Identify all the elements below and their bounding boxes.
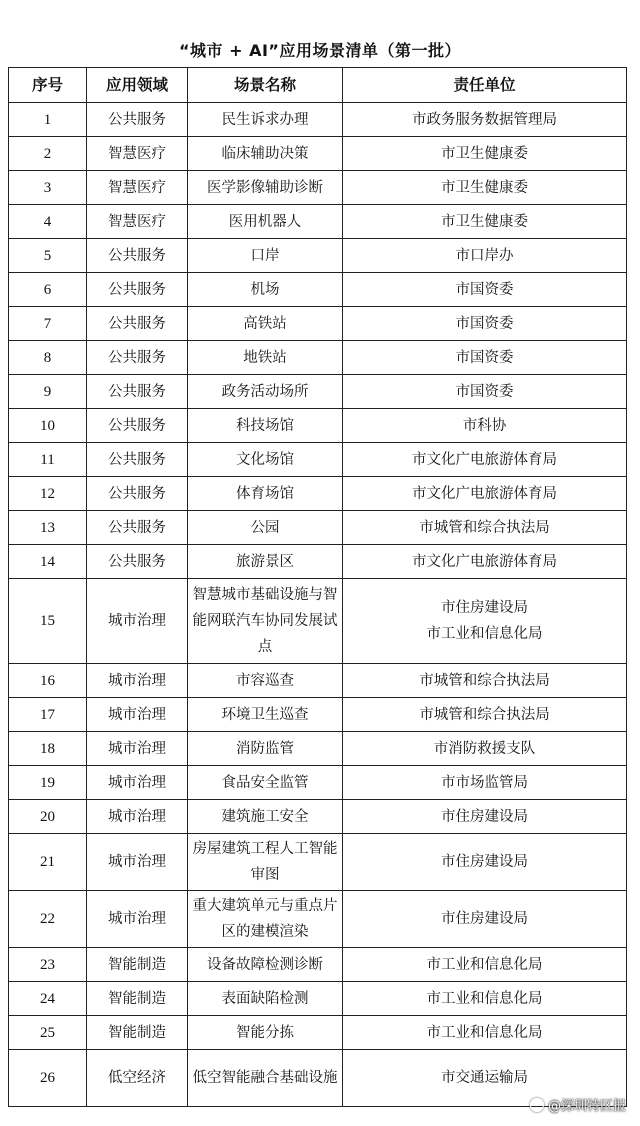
cell-domain: 智能制造 — [87, 1016, 188, 1050]
responsible-unit: 市文化广电旅游体育局 — [412, 553, 557, 570]
cell-scene: 医学影像辅助诊断 — [188, 171, 343, 205]
cell-scene: 政务活动场所 — [188, 375, 343, 409]
cell-responsible — [343, 834, 627, 891]
cell-index: 21 — [9, 834, 87, 891]
table-row — [9, 545, 627, 579]
cell-scene: 低空智能融合基础设施 — [188, 1050, 343, 1107]
responsible-unit: 市政务服务数据管理局 — [412, 111, 557, 128]
cell-scene: 环境卫生巡查 — [188, 698, 343, 732]
table-row — [9, 239, 627, 273]
table-row — [9, 409, 627, 443]
cell-scene: 民生诉求办理 — [188, 103, 343, 137]
cell-index: 11 — [9, 443, 87, 477]
responsible-unit: 市文化广电旅游体育局 — [412, 485, 557, 502]
cell-domain: 公共服务 — [87, 307, 188, 341]
cell-responsible — [343, 239, 627, 273]
cell-index: 6 — [9, 273, 87, 307]
responsible-unit: 市国资委 — [455, 383, 514, 400]
cell-index: 22 — [9, 891, 87, 948]
responsible-unit: 市住房建设局 — [441, 600, 528, 616]
responsible-unit: 市国资委 — [455, 281, 514, 298]
responsible-unit: 市住房建设局 — [441, 911, 528, 927]
responsible-unit: 市卫生健康委 — [441, 213, 528, 230]
cell-domain: 公共服务 — [87, 341, 188, 375]
cell-index: 2 — [9, 137, 87, 171]
cell-domain: 智慧医疗 — [87, 205, 188, 239]
cell-responsible — [343, 137, 627, 171]
cell-domain: 城市治理 — [87, 698, 188, 732]
responsible-unit: 市卫生健康委 — [441, 179, 528, 196]
cell-domain: 城市治理 — [87, 891, 188, 948]
table-row — [9, 205, 627, 239]
cell-responsible — [343, 948, 627, 982]
cell-responsible — [343, 698, 627, 732]
cell-domain: 公共服务 — [87, 511, 188, 545]
cell-scene: 旅游景区 — [188, 545, 343, 579]
responsible-unit: 市住房建设局 — [441, 854, 528, 870]
cell-domain: 公共服务 — [87, 409, 188, 443]
table-row — [9, 698, 627, 732]
cell-scene: 重大建筑单元与重点片区的建模渲染 — [188, 891, 343, 948]
cell-domain: 公共服务 — [87, 103, 188, 137]
cell-index: 12 — [9, 477, 87, 511]
cell-domain: 智慧医疗 — [87, 137, 188, 171]
cell-index: 8 — [9, 341, 87, 375]
table-row — [9, 891, 627, 948]
responsible-unit: 市工业和信息化局 — [426, 990, 543, 1007]
cell-responsible — [343, 103, 627, 137]
cell-domain: 城市治理 — [87, 766, 188, 800]
page-title: “城市 + AI”应用场景清单（第一批） — [179, 41, 461, 60]
cell-index: 1 — [9, 103, 87, 137]
cell-responsible — [343, 664, 627, 698]
cell-domain: 城市治理 — [87, 800, 188, 834]
cell-responsible — [343, 205, 627, 239]
cell-responsible — [343, 545, 627, 579]
table-row — [9, 1016, 627, 1050]
header-index: 序号 — [9, 68, 87, 103]
cell-responsible — [343, 443, 627, 477]
cell-domain: 智慧医疗 — [87, 171, 188, 205]
table-body — [9, 103, 627, 1107]
cell-index: 14 — [9, 545, 87, 579]
cell-responsible — [343, 732, 627, 766]
cell-scene: 高铁站 — [188, 307, 343, 341]
table-row — [9, 834, 627, 891]
cell-index: 18 — [9, 732, 87, 766]
table-row — [9, 103, 627, 137]
table-row — [9, 341, 627, 375]
cell-responsible — [343, 273, 627, 307]
responsible-unit: 市城管和综合执法局 — [419, 519, 550, 536]
table-row — [9, 307, 627, 341]
cell-domain: 低空经济 — [87, 1050, 188, 1107]
cell-index: 16 — [9, 664, 87, 698]
cell-index: 17 — [9, 698, 87, 732]
table-row — [9, 766, 627, 800]
cell-index: 4 — [9, 205, 87, 239]
responsible-unit: 市城管和综合执法局 — [419, 672, 550, 689]
watermark — [530, 1095, 626, 1114]
cell-responsible — [343, 375, 627, 409]
responsible-unit: 市科协 — [462, 417, 507, 434]
cell-scene: 建筑施工安全 — [188, 800, 343, 834]
cell-index: 19 — [9, 766, 87, 800]
responsible-unit: 市住房建设局 — [441, 808, 528, 825]
cell-index: 10 — [9, 409, 87, 443]
responsible-unit: 市消防救援支队 — [433, 740, 536, 757]
table-row — [9, 375, 627, 409]
cell-scene: 消防监管 — [188, 732, 343, 766]
cell-index: 13 — [9, 511, 87, 545]
responsible-unit: 市文化广电旅游体育局 — [412, 451, 557, 468]
cell-scene: 表面缺陷检测 — [188, 982, 343, 1016]
cell-scene: 临床辅助决策 — [188, 137, 343, 171]
cell-responsible — [343, 341, 627, 375]
cell-responsible — [343, 511, 627, 545]
cell-domain: 城市治理 — [87, 579, 188, 664]
responsible-unit: 市城管和综合执法局 — [419, 706, 550, 723]
responsible-unit: 市卫生健康委 — [441, 145, 528, 162]
cell-scene: 医用机器人 — [188, 205, 343, 239]
cell-responsible — [343, 982, 627, 1016]
table-row — [9, 273, 627, 307]
cell-scene: 机场 — [188, 273, 343, 307]
responsible-unit: 市国资委 — [455, 315, 514, 332]
cell-responsible — [343, 307, 627, 341]
responsible-unit: 市工业和信息化局 — [426, 1024, 543, 1041]
header-domain: 应用领域 — [87, 68, 188, 103]
cell-index: 3 — [9, 171, 87, 205]
cell-scene: 智慧城市基础设施与智能网联汽车协同发展试点 — [188, 579, 343, 664]
cell-responsible — [343, 891, 627, 948]
cell-scene: 智能分拣 — [188, 1016, 343, 1050]
cell-responsible — [343, 1016, 627, 1050]
newspaper-logo-icon — [530, 1098, 544, 1112]
responsible-unit: 市工业和信息化局 — [426, 626, 543, 642]
table-row — [9, 664, 627, 698]
cell-index: 9 — [9, 375, 87, 409]
cell-index: 24 — [9, 982, 87, 1016]
cell-domain: 公共服务 — [87, 545, 188, 579]
cell-responsible — [343, 800, 627, 834]
table-row — [9, 511, 627, 545]
cell-scene: 科技场馆 — [188, 409, 343, 443]
table-row — [9, 477, 627, 511]
cell-scene: 体育场馆 — [188, 477, 343, 511]
cell-domain: 智能制造 — [87, 982, 188, 1016]
cell-domain: 公共服务 — [87, 477, 188, 511]
cell-index: 5 — [9, 239, 87, 273]
table-row — [9, 982, 627, 1016]
responsible-unit: 市交通运输局 — [441, 1070, 528, 1086]
cell-domain: 公共服务 — [87, 273, 188, 307]
cell-domain: 公共服务 — [87, 443, 188, 477]
cell-responsible — [343, 579, 627, 664]
table-row — [9, 800, 627, 834]
header-scene: 场景名称 — [188, 68, 343, 103]
table-row — [9, 948, 627, 982]
cell-domain: 公共服务 — [87, 239, 188, 273]
cell-index: 23 — [9, 948, 87, 982]
cell-index: 7 — [9, 307, 87, 341]
cell-index: 25 — [9, 1016, 87, 1050]
cell-scene: 文化场馆 — [188, 443, 343, 477]
cell-scene: 公园 — [188, 511, 343, 545]
cell-scene: 房屋建筑工程人工智能审图 — [188, 834, 343, 891]
watermark-text: @深圳特区报 — [547, 1099, 626, 1114]
table-row — [9, 443, 627, 477]
responsible-unit: 市市场监管局 — [441, 774, 528, 791]
cell-scene: 设备故障检测诊断 — [188, 948, 343, 982]
table-row — [9, 732, 627, 766]
header-responsible: 责任单位 — [343, 68, 627, 103]
cell-responsible — [343, 409, 627, 443]
cell-responsible — [343, 477, 627, 511]
scene-list-table — [8, 67, 627, 1107]
responsible-unit: 市工业和信息化局 — [426, 956, 543, 973]
responsible-unit: 市口岸办 — [455, 247, 514, 264]
table-header-row — [9, 68, 627, 103]
cell-domain: 公共服务 — [87, 375, 188, 409]
cell-scene: 市容巡查 — [188, 664, 343, 698]
cell-domain: 城市治理 — [87, 834, 188, 891]
cell-scene: 口岸 — [188, 239, 343, 273]
cell-index: 26 — [9, 1050, 87, 1107]
table-row — [9, 171, 627, 205]
cell-responsible — [343, 171, 627, 205]
table-row — [9, 579, 627, 664]
cell-responsible — [343, 766, 627, 800]
cell-domain: 城市治理 — [87, 732, 188, 766]
cell-index: 15 — [9, 579, 87, 664]
cell-scene: 食品安全监管 — [188, 766, 343, 800]
responsible-unit: 市国资委 — [455, 349, 514, 366]
cell-index: 20 — [9, 800, 87, 834]
table-row — [9, 137, 627, 171]
cell-domain: 智能制造 — [87, 948, 188, 982]
cell-scene: 地铁站 — [188, 341, 343, 375]
cell-domain: 城市治理 — [87, 664, 188, 698]
